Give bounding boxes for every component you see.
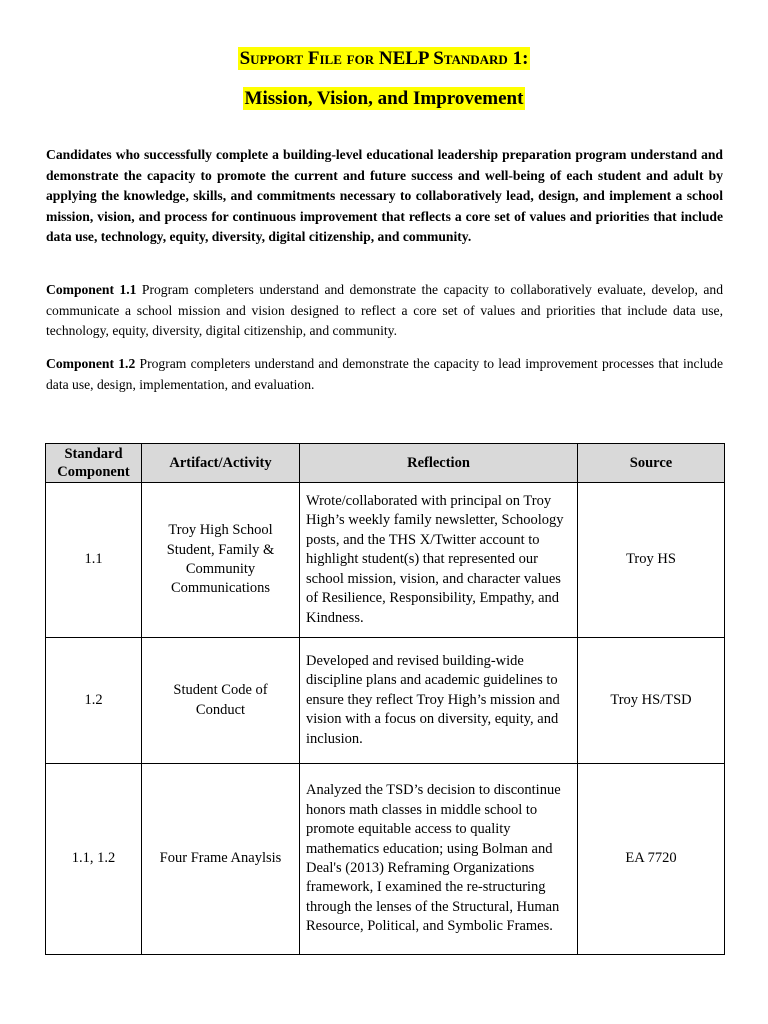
cell-artifact: Four Frame Anaylsis xyxy=(142,764,300,955)
header-standard-component: Standard Component xyxy=(46,444,142,483)
cell-reflection: Wrote/collaborated with principal on Troy High’s weekly family newsletter, Schoology posts, and the THS X/Twitter account to highlight student(s) that represented our school mission, vision, and character values of Resilience, Responsibility, Empathy, and Kindness. xyxy=(300,483,578,638)
document-subtitle xyxy=(0,88,768,110)
cell-artifact: Student Code of Conduct xyxy=(142,638,300,764)
cell-artifact: Troy High School Student, Family & Community Communications xyxy=(142,483,300,638)
table-header-row xyxy=(46,444,725,483)
cell-reflection: Analyzed the TSD’s decision to discontinue honors math classes in middle school to promote equitable access to quality mathematics education; using Bolman and Deal's (2013) Reframing Organizations framework, I examined the re-structuring through the lenses of the Structural, Human Resource, Political, and Symbolic Frames. xyxy=(300,764,578,955)
component-1-2-paragraph xyxy=(46,354,723,395)
component-1-1-paragraph xyxy=(46,280,723,342)
table-row xyxy=(46,638,725,764)
cell-standard: 1.2 xyxy=(46,638,142,764)
component-1-2-text: Program completers understand and demonstrate the capacity to lead improvement processes that include data use, design, implementation, and evaluation. xyxy=(46,356,723,392)
component-1-1-text: Program completers understand and demonstrate the capacity to collaboratively evaluate, develop, and communicate a school mission and vision designed to reflect a core set of values and priorities that include data use, technology, equity, diversity, digital citizenship, and community. xyxy=(46,282,724,338)
component-1-2-label: Component 1.2 xyxy=(46,356,136,371)
cell-reflection: Developed and revised building-wide discipline plans and academic guidelines to ensure they reflect Troy High’s mission and vision with a focus on diversity, equity, and inclusion. xyxy=(300,638,578,764)
cell-source: EA 7720 xyxy=(578,764,725,955)
document-subtitle-text: Mission, Vision, and Improvement xyxy=(244,88,524,109)
header-artifact-activity: Artifact/Activity xyxy=(142,444,300,483)
component-1-1-label: Component 1.1 xyxy=(46,282,137,297)
cell-source: Troy HS xyxy=(578,483,725,638)
document-title xyxy=(0,48,768,70)
standard-description: Candidates who successfully complete a building-level educational leadership preparation program understand and demonstrate the capacity to promote the current and future success and well-being of each student and adult by applying the knowledge, skills, and commitments necessary to collaboratively lead, design, and implement a school mission, vision, and process for continuous improvement that reflects a core set of values and priorities that include data use, technology, equity, diversity, digital citizenship, and community. xyxy=(46,147,723,244)
header-source: Source xyxy=(578,444,725,483)
header-reflection: Reflection xyxy=(300,444,578,483)
table-row xyxy=(46,483,725,638)
table-row xyxy=(46,764,725,955)
evidence-table xyxy=(45,443,725,955)
cell-standard: 1.1 xyxy=(46,483,142,638)
cell-standard: 1.1, 1.2 xyxy=(46,764,142,955)
cell-source: Troy HS/TSD xyxy=(578,638,725,764)
document-title-text: Support File for NELP Standard 1: xyxy=(239,48,529,69)
